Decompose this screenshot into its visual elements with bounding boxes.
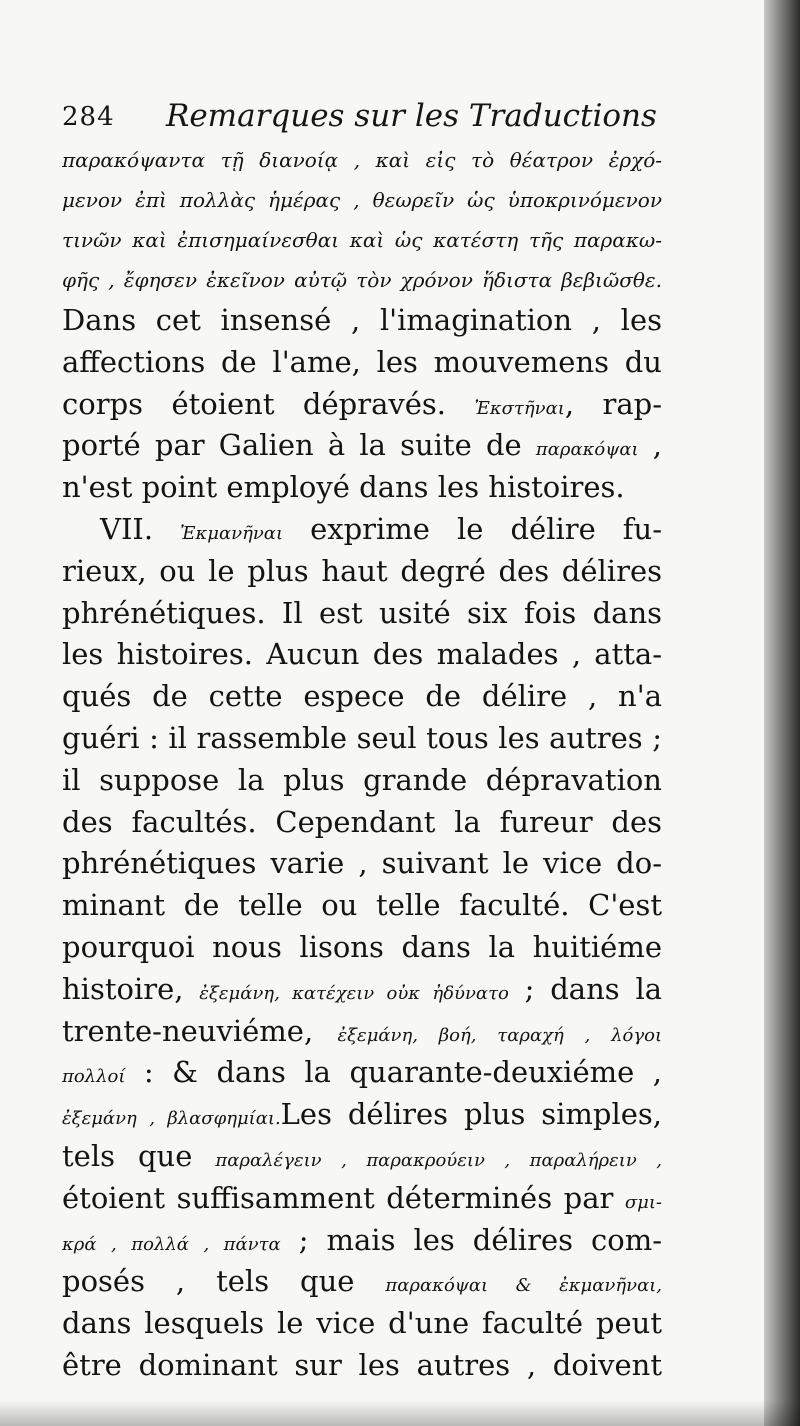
text-line: pourquoi nous lisons dans la huitiéme [62,929,662,964]
greek-phrase: ἐξεμάνη, κατέχειν οὐκ ἠδύνατο [199,982,509,1004]
text-fragment: histoire, [62,971,184,1006]
running-title: Remarques sur les Traductions [166,98,657,134]
text-line [62,1261,662,1303]
greek-quote-line: παρακόψαντα τῇ διανοίᾳ , καὶ εἰς τὸ θέατρον ἐρχό- [62,148,662,172]
greek-phrase: κρά , πολλά , πάντα [62,1233,281,1255]
greek-quote-line: μενον ἐπὶ πολλὰς ἡμέρας , θεωρεῖν ὡς ὑποκρινόμενον [62,188,662,212]
text-fragment: , [652,428,662,463]
text-fragment: : & dans la quarante-deuxiéme , [143,1055,662,1090]
greek-phrase: ἐξεμάνη, βοή, ταραχή , λόγοι [337,1024,662,1046]
text-fragment: porté par Galien à la suite de [62,428,522,463]
text-line [62,384,662,426]
page-bottom-shade [0,1400,800,1426]
text-fragment: , rap- [564,386,662,421]
book-gutter-shadow [764,0,800,1426]
text-line: des facultés. Cependant la fureur des [62,804,662,839]
text-fragment: ; dans la [524,971,662,1006]
text-line [62,1052,662,1094]
text-line [62,425,662,467]
text-line: n'est point employé dans les histoires. [62,470,625,505]
page-number: 284 [62,102,115,132]
text-line: il suppose la plus grande dépravation [62,762,662,797]
text-line [62,1094,662,1136]
text-line: guéri : il rassemble seul tous les autres ; [62,720,662,755]
text-line: affections de l'ame, les mouvemens du [62,344,662,379]
text-line: dans lesquels le vice d'une faculté peut [62,1306,662,1341]
text-fragment: corps étoient dépravés. [62,386,447,421]
text-fragment: étoient suffisamment déterminés par [62,1180,614,1215]
text-line: qués de cette espece de délire , n'a [62,679,662,714]
text-fragment: trente-neuviéme, [62,1013,314,1048]
text-line [62,1136,662,1178]
text-fragment: posés , tels que [62,1264,355,1299]
text-line [62,1220,662,1262]
text-line: minant de telle ou telle faculté. C'est [62,888,662,923]
text-line [62,509,662,551]
greek-word: πολλοί [62,1066,126,1088]
greek-phrase: παρακόψαι & ἐκμανῆναι, [385,1275,662,1297]
text-line: phrénétiques varie , suivant le vice do- [62,846,662,881]
page-text [62,140,662,1387]
text-line: rieux, ou le plus haut degré des délires [62,553,662,588]
text-fragment: exprime le délire fu- [310,511,662,546]
greek-phrase: παραλέγειν , παρακρούειν , παραλήρειν , [215,1149,662,1171]
greek-quote-line: φῆς , ἔφησεν ἐκεῖνον αὐτῷ τὸν χρόνον ἥδιστα βεβιῶσθε. [62,268,662,292]
greek-word: παρακόψαι [535,439,639,461]
greek-word: Ἐκμανῆναι [180,522,284,544]
text-line: les histoires. Aucun des malades , atta- [62,637,662,672]
text-fragment: ; mais les délires com- [298,1222,662,1257]
text-line [62,1178,662,1220]
text-fragment: tels que [62,1138,193,1173]
page-header [62,98,662,142]
greek-phrase: ἐξεμάνη , βλασφημίαι. [62,1108,281,1130]
text-line [62,969,662,1011]
text-fragment: Les délires plus simples, [280,1097,662,1132]
text-line: Dans cet insensé , l'imagination , les [62,303,662,337]
greek-quote-line: τινῶν καὶ ἐπισημαίνεσθαι καὶ ὡς κατέστη τῆς παρακω- [62,228,662,252]
greek-word: Ἐκστῆναι [474,397,565,419]
text-line: phrénétiques. Il est usité six fois dans [62,595,662,630]
text-line [62,1011,662,1053]
greek-word: σμι- [624,1191,662,1213]
section-number: VII. [100,511,154,546]
text-line: être dominant sur les autres , doivent [62,1347,662,1382]
